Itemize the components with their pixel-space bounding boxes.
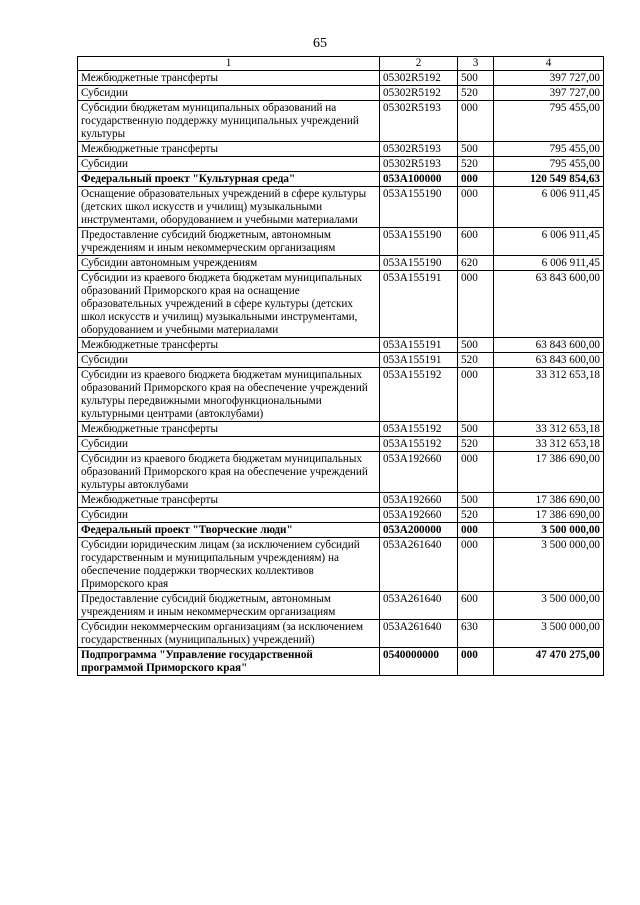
table-row bbox=[78, 620, 604, 648]
row-type-cell: 000 bbox=[458, 187, 494, 228]
table-row bbox=[78, 157, 604, 172]
row-name-cell: Межбюджетные трансферты bbox=[78, 493, 380, 508]
row-code-cell: 053A200000 bbox=[380, 523, 458, 538]
row-code-cell: 053A155192 bbox=[380, 368, 458, 422]
row-type-cell: 000 bbox=[458, 368, 494, 422]
row-code-cell: 053A100000 bbox=[380, 172, 458, 187]
row-name-cell: Межбюджетные трансферты bbox=[78, 142, 380, 157]
row-type-cell: 000 bbox=[458, 271, 494, 338]
row-name-cell: Межбюджетные трансферты bbox=[78, 422, 380, 437]
row-code-cell: 053A155192 bbox=[380, 422, 458, 437]
table-header-row bbox=[78, 57, 604, 71]
row-name-cell: Предоставление субсидий бюджетным, автономным учреждениям и иным некоммерческим организациям bbox=[78, 592, 380, 620]
row-type-cell: 500 bbox=[458, 338, 494, 353]
table-row bbox=[78, 493, 604, 508]
header-col-amount: 4 bbox=[494, 57, 604, 71]
table-row bbox=[78, 452, 604, 493]
row-amount-cell: 33 312 653,18 bbox=[494, 437, 604, 452]
row-type-cell: 620 bbox=[458, 256, 494, 271]
row-code-cell: 053A261640 bbox=[380, 592, 458, 620]
row-amount-cell: 47 470 275,00 bbox=[494, 648, 604, 676]
row-type-cell: 500 bbox=[458, 142, 494, 157]
row-code-cell: 053A155190 bbox=[380, 187, 458, 228]
row-code-cell: 053A155190 bbox=[380, 256, 458, 271]
row-amount-cell: 120 549 854,63 bbox=[494, 172, 604, 187]
header-col-name: 1 bbox=[78, 57, 380, 71]
row-name-cell: Федеральный проект "Культурная среда" bbox=[78, 172, 380, 187]
table-row bbox=[78, 71, 604, 86]
row-name-cell: Субсидии bbox=[78, 86, 380, 101]
row-name-cell: Субсидии bbox=[78, 508, 380, 523]
row-name-cell: Субсидии из краевого бюджета бюджетам муниципальных образований Приморского края на обеспечение учреждений культуры передвижными многофункциональными культурными центрами (автоклубами) bbox=[78, 368, 380, 422]
row-type-cell: 000 bbox=[458, 648, 494, 676]
row-name-cell: Субсидии bbox=[78, 157, 380, 172]
table-row bbox=[78, 538, 604, 592]
row-amount-cell: 397 727,00 bbox=[494, 71, 604, 86]
header-col-type: 3 bbox=[458, 57, 494, 71]
row-code-cell: 0540000000 bbox=[380, 648, 458, 676]
row-name-cell: Субсидии некоммерческим организациям (за исключением государственных (муниципальных) учреждений) bbox=[78, 620, 380, 648]
row-type-cell: 520 bbox=[458, 508, 494, 523]
table-row bbox=[78, 142, 604, 157]
row-amount-cell: 397 727,00 bbox=[494, 86, 604, 101]
row-name-cell: Предоставление субсидий бюджетным, автономным учреждениям и иным некоммерческим организациям bbox=[78, 228, 380, 256]
table-row bbox=[78, 228, 604, 256]
row-type-cell: 520 bbox=[458, 437, 494, 452]
row-code-cell: 053A155191 bbox=[380, 271, 458, 338]
row-type-cell: 600 bbox=[458, 592, 494, 620]
row-amount-cell: 17 386 690,00 bbox=[494, 493, 604, 508]
row-code-cell: 053A192660 bbox=[380, 493, 458, 508]
row-amount-cell: 17 386 690,00 bbox=[494, 452, 604, 493]
row-type-cell: 500 bbox=[458, 71, 494, 86]
row-code-cell: 053A155191 bbox=[380, 353, 458, 368]
page-number: 65 bbox=[313, 36, 327, 51]
header-col-code: 2 bbox=[380, 57, 458, 71]
table-row bbox=[78, 172, 604, 187]
table-body bbox=[78, 71, 604, 676]
row-amount-cell: 795 455,00 bbox=[494, 157, 604, 172]
row-amount-cell: 3 500 000,00 bbox=[494, 620, 604, 648]
row-code-cell: 053A155190 bbox=[380, 228, 458, 256]
row-type-cell: 520 bbox=[458, 157, 494, 172]
table-row bbox=[78, 353, 604, 368]
row-code-cell: 053A192660 bbox=[380, 452, 458, 493]
row-amount-cell: 63 843 600,00 bbox=[494, 271, 604, 338]
row-amount-cell: 33 312 653,18 bbox=[494, 422, 604, 437]
row-type-cell: 500 bbox=[458, 493, 494, 508]
row-type-cell: 630 bbox=[458, 620, 494, 648]
row-amount-cell: 6 006 911,45 bbox=[494, 228, 604, 256]
row-name-cell: Межбюджетные трансферты bbox=[78, 71, 380, 86]
row-amount-cell: 63 843 600,00 bbox=[494, 353, 604, 368]
row-type-cell: 520 bbox=[458, 86, 494, 101]
row-type-cell: 000 bbox=[458, 452, 494, 493]
budget-table bbox=[77, 56, 604, 676]
row-amount-cell: 33 312 653,18 bbox=[494, 368, 604, 422]
row-amount-cell: 6 006 911,45 bbox=[494, 256, 604, 271]
row-name-cell: Подпрограмма "Управление государственной программой Приморского края" bbox=[78, 648, 380, 676]
row-name-cell: Федеральный проект "Творческие люди" bbox=[78, 523, 380, 538]
table-row bbox=[78, 508, 604, 523]
table-row bbox=[78, 101, 604, 142]
table-row bbox=[78, 422, 604, 437]
row-type-cell: 000 bbox=[458, 101, 494, 142]
table-row bbox=[78, 592, 604, 620]
table-row bbox=[78, 187, 604, 228]
table-row bbox=[78, 256, 604, 271]
row-code-cell: 05302R5193 bbox=[380, 101, 458, 142]
table-row bbox=[78, 368, 604, 422]
row-type-cell: 600 bbox=[458, 228, 494, 256]
row-code-cell: 053A155191 bbox=[380, 338, 458, 353]
table-row bbox=[78, 437, 604, 452]
row-name-cell: Межбюджетные трансферты bbox=[78, 338, 380, 353]
table-row bbox=[78, 648, 604, 676]
table-row bbox=[78, 271, 604, 338]
row-code-cell: 05302R5192 bbox=[380, 71, 458, 86]
table-row bbox=[78, 86, 604, 101]
row-code-cell: 05302R5193 bbox=[380, 142, 458, 157]
row-amount-cell: 17 386 690,00 bbox=[494, 508, 604, 523]
row-amount-cell: 795 455,00 bbox=[494, 101, 604, 142]
row-type-cell: 500 bbox=[458, 422, 494, 437]
row-name-cell: Субсидии bbox=[78, 437, 380, 452]
row-code-cell: 05302R5193 bbox=[380, 157, 458, 172]
row-code-cell: 053A261640 bbox=[380, 538, 458, 592]
row-amount-cell: 6 006 911,45 bbox=[494, 187, 604, 228]
row-amount-cell: 3 500 000,00 bbox=[494, 523, 604, 538]
row-code-cell: 053A155192 bbox=[380, 437, 458, 452]
row-name-cell: Субсидии автономным учреждениям bbox=[78, 256, 380, 271]
row-type-cell: 000 bbox=[458, 172, 494, 187]
row-amount-cell: 3 500 000,00 bbox=[494, 538, 604, 592]
table-row bbox=[78, 523, 604, 538]
row-name-cell: Субсидии из краевого бюджета бюджетам муниципальных образований Приморского края на обеспечение учреждений культуры автоклубами bbox=[78, 452, 380, 493]
row-amount-cell: 63 843 600,00 bbox=[494, 338, 604, 353]
row-type-cell: 520 bbox=[458, 353, 494, 368]
row-name-cell: Субсидии bbox=[78, 353, 380, 368]
row-code-cell: 053A261640 bbox=[380, 620, 458, 648]
row-code-cell: 053A192660 bbox=[380, 508, 458, 523]
row-name-cell: Субсидии юридическим лицам (за исключением субсидий государственным и муниципальным учреждениям) на обеспечение поддержки творческих коллективов Приморского края bbox=[78, 538, 380, 592]
row-type-cell: 000 bbox=[458, 538, 494, 592]
row-type-cell: 000 bbox=[458, 523, 494, 538]
row-amount-cell: 795 455,00 bbox=[494, 142, 604, 157]
row-name-cell: Оснащение образовательных учреждений в сфере культуры (детских школ искусств и училищ) музыкальными инструментами, оборудованием и учебными материалами bbox=[78, 187, 380, 228]
table-row bbox=[78, 338, 604, 353]
row-code-cell: 05302R5192 bbox=[380, 86, 458, 101]
row-amount-cell: 3 500 000,00 bbox=[494, 592, 604, 620]
row-name-cell: Субсидии бюджетам муниципальных образований на государственную поддержку муниципальных учреждений культуры bbox=[78, 101, 380, 142]
row-name-cell: Субсидии из краевого бюджета бюджетам муниципальных образований Приморского края на оснащение образовательных учреждений в сфере культуры (детских школ искусств и училищ) музыкальными инструментами, оборудованием и учебными материалами bbox=[78, 271, 380, 338]
